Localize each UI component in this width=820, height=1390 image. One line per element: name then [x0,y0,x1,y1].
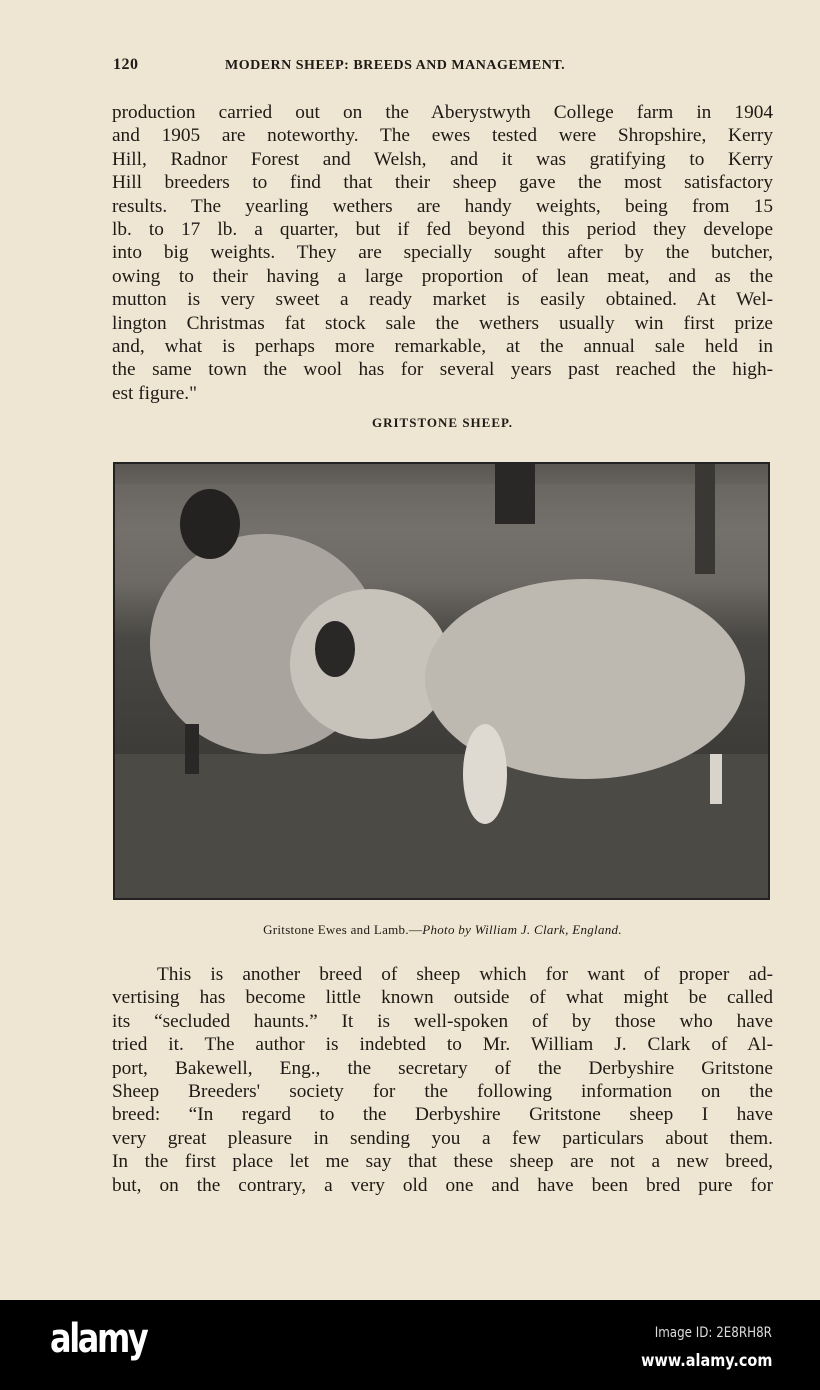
text-line: In the first place let me say that these sheep are not a new breed, [112,1151,773,1173]
text-line: and 1905 are noteworthy. The ewes tested were Shropshire, Kerry [112,125,773,147]
text-line: tried it. The author is indebted to Mr. William J. Clark of Al- [112,1034,773,1056]
text-line: port, Bakewell, Eng., the secretary of the Derbyshire Gritstone [112,1057,773,1079]
text-line: Sheep Breeders' society for the following information on the [112,1080,773,1102]
text-line: est figure." [112,382,197,404]
text-line: into big weights. They are specially sought after by the butcher, [112,242,773,264]
text-line: results. The yearling wethers are handy weights, being from 15 [112,195,773,217]
text-line: production carried out on the Aberystwyth College farm in 1904 [112,102,773,123]
paragraph-1 [112,101,773,405]
image-id: Image ID: 2E8RH8R [654,1325,772,1341]
text-line: but, on the contrary, a very old one and have been bred pure for [112,1174,773,1196]
alamy-logo: alamy [50,1316,147,1362]
text-line: the same town the wool has for several years past reached the high- [112,359,773,381]
text-line: Hill, Radnor Forest and Welsh, and it was gratifying to Kerry [112,148,773,170]
running-title: MODERN SHEEP: BREEDS AND MANAGEMENT. [225,58,566,73]
text-line: mutton is very sweet a ready market is easily obtained. At Wel- [112,289,773,311]
photo-caption [0,922,820,938]
site-url: www.alamy.com [640,1351,772,1371]
text-line: Hill breeders to find that their sheep gave the most satisfactory [112,172,773,194]
watermark-banner [0,1300,820,1390]
text-line: lington Christmas fat stock sale the wethers usually win first prize [112,312,773,334]
page-number: 120 [113,56,139,73]
text-line: This is another breed of sheep which for want of proper ad- [157,964,773,985]
text-line: and, what is perhaps more remarkable, at the annual sale held in [112,335,773,357]
sheep-photograph [113,462,770,900]
caption-title: Gritstone Ewes and Lamb.— [263,922,423,937]
paragraph-2 [112,963,773,1197]
section-heading: GRITSTONE SHEEP. [372,415,513,430]
running-header [113,56,773,78]
text-line: its “secluded haunts.” It is well-spoken of by those who have [112,1010,773,1032]
text-line: very great pleasure in sending you a few particulars about them. [112,1127,773,1149]
caption-credit: Photo by William J. Clark, England. [422,922,622,937]
text-line: owing to their having a large proportion of lean meat, and as the [112,265,773,287]
text-line: vertising has become little known outside of what might be called [112,987,773,1009]
text-line: lb. to 17 lb. a quarter, but if fed beyond this period they develope [112,218,773,240]
text-line: breed: “In regard to the Derbyshire Gritstone sheep I have [112,1104,773,1126]
